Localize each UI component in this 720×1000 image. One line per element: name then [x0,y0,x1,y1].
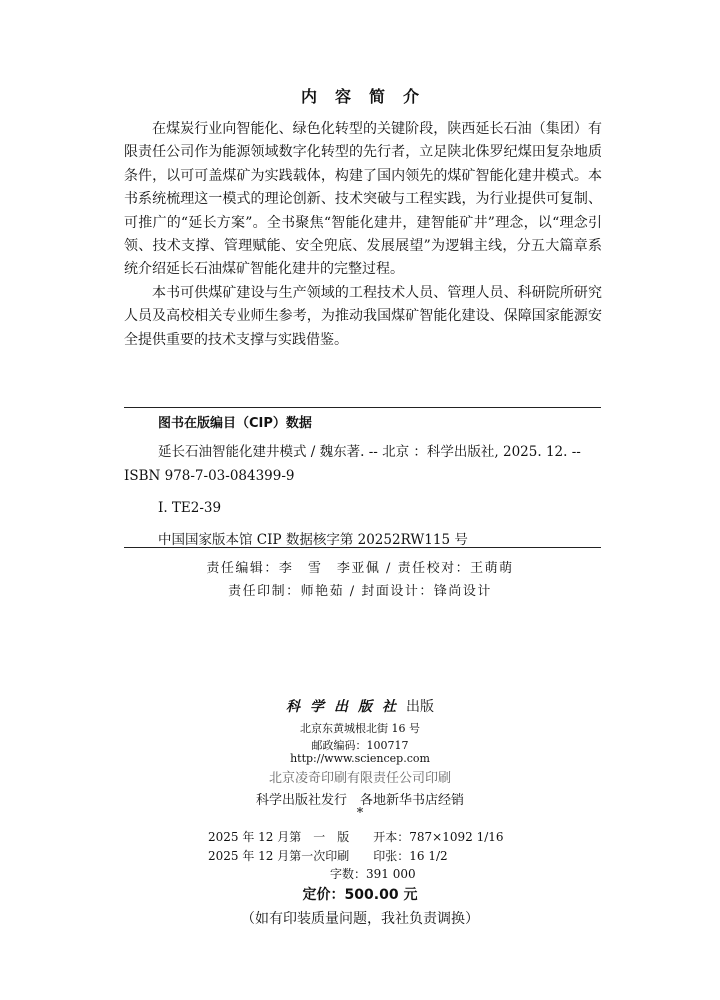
separator-star: * [356,806,364,821]
publisher-logo: 科学出版社 [286,699,406,715]
page-title: 内容简介 [300,87,437,106]
intro-paragraph: 在煤炭行业向智能化、绿色化转型的关键阶段，陕西延长石油（集团）有限责任公司作为能源领域数字化转型的先行者，立足陕北侏罗纪煤田复杂地质条件，以可可盖煤矿为实践载体，构建了国内领先的煤矿智能化建井模式。本书系统梳理这一模式的理论创新、技术突破与工程实践，为行业提供可复制、可推广的“延长方案”。全书聚焦“智能化建井，建智能矿井”理念，以“理念引领、技术支撑、管理赋能、安全兜底、发展展望”为逻辑主线，分五大篇章系统介绍延长石油煤矿智能化建井的完整过程。 [124,121,602,278]
publisher-postcode: 邮政编码：100717 [311,739,409,752]
printer-name: 北京凌奇印刷有限责任公司印刷 [268,771,451,786]
publisher-address: 北京东黄城根北街 16 号 [300,722,420,735]
cip-classification: Ⅰ. TE2-39 [158,500,222,516]
quality-note: （如有印装质量问题，我社负责调换） [241,911,479,927]
distribution: 科学出版社发行 各地新华书店经销 [255,793,464,808]
publisher-line [0,696,720,716]
cip-record: 延长石油智能化建井模式 / 魏东著. -- 北京 ：科学出版社, 2025. 12. -- ISBN 978-7-03-084399-9 [124,444,581,484]
credits-production: 责任印制：师艳茹 / 封面设计：锋尚设计 [228,584,492,599]
publisher-url: http://www.sciencep.com [290,752,430,765]
cip-block [124,440,601,552]
word-count: 字数：391 000 [330,867,416,881]
cip-heading: 图书在版编目（CIP）数据 [158,416,312,431]
intro-paragraph: 本书可供煤矿建设与生产领域的工程技术人员、管理人员、科研院所研究人员及高校相关专业师生参考，为推动我国煤矿智能化建设、保障国家能源安全提供重要的技术支撑与实践借鉴。 [124,284,602,348]
cip-bottom-rule [124,547,601,548]
edition-specs: 2025 年 12 月第 一 版 开本：787×1092 1/16 [208,830,504,844]
price: 定价：500.00 元 [302,887,418,903]
cip-registration: 中国国家版本馆 CIP 数据核字第 20252RW115 号 [158,532,468,548]
printing-specs: 2025 年 12 月第一次印刷 印张：16 1/2 [208,849,448,863]
publisher-suffix: 出版 [406,699,434,715]
intro-text [124,118,602,352]
credits-editors: 责任编辑：李 雪 李亚佩 / 责任校对：王萌萌 [206,561,514,576]
cip-top-rule [124,407,601,408]
